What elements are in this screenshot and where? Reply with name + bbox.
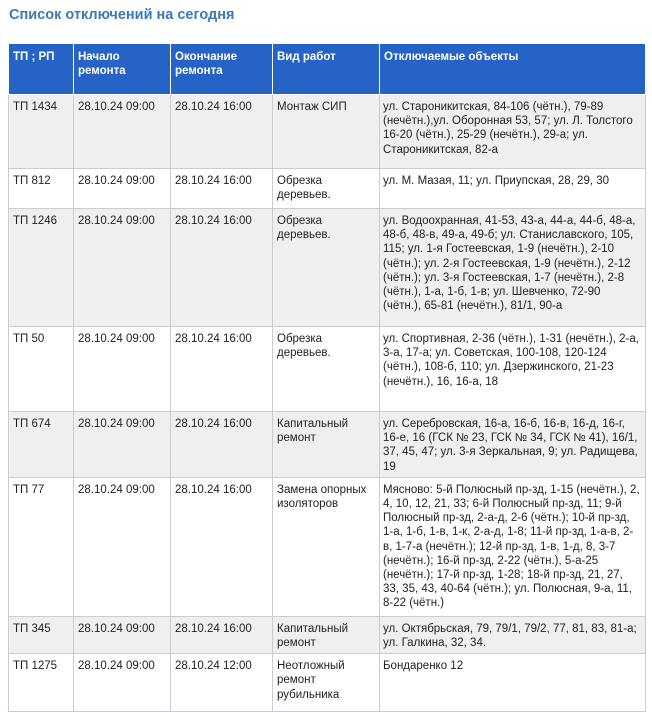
cell-work: Капитальный ремонт (273, 616, 380, 653)
column-header-start: Начало ремонта (74, 44, 171, 95)
cell-objects: Мясново: 5-й Полюсный пр-зд, 1-15 (нечётн.), 2, 4, 10, 12, 21, 33; 6-й Полюсный пр-зд, 11; 9-й Полюсный пр-зд, 2-а-д, 2-6 (чётн.); 10-й пр-зд, 1-а, 1-б, 1-в, 1-к, 2-а-д, 1-8; 11-й пр-зд, 1-а-в, 2-в, 1-7-а (нечётн.); 12-й пр-зд, 1-в, 1-д, 8, 3-7 (нечётн.); 16-й пр-зд, 2-22 (чётн.), 5-а-25 (нечётн.); 17-й пр-зд, 1-28; 18-й пр-зд, 21, 27, 33, 35, 43, 40-64 (чётн.); ул. Полюсная, 9-а, 11, 8-22 (чётн.) (380, 477, 646, 616)
column-header-objects: Отключаемые объекты (380, 44, 646, 95)
cell-objects: ул. Водоохранная, 41-53, 43-а, 44-а, 44-б, 48-а, 48-б, 48-в, 49-а, 49-б; ул. Станиславского, 105, 115; ул. 1-я Гостеевская, 1-9 (нечётн.), 2-10 (чётн.); ул. 2-я Гостеевская, 1-9 (нечётн.), 2-12 (чётн.); ул. 3-я Гостеевская, 1-7 (нечётн.), 2-8 (чётн.), 1-а, 1-б, 1-в; ул. Шевченко, 72-90 (чётн.), 65-81 (нечётн.), 81/1, 90-а (380, 209, 646, 327)
cell-end: 28.10.24 16:00 (171, 95, 273, 169)
cell-tp: ТП 345 (9, 616, 74, 653)
cell-objects: Бондаренко 12 (380, 654, 646, 712)
cell-work: Обрезка деревьев. (273, 169, 380, 209)
cell-work: Капитальный ремонт (273, 412, 380, 478)
cell-start: 28.10.24 09:00 (74, 654, 171, 712)
cell-tp: ТП 77 (9, 477, 74, 616)
table-row (9, 654, 646, 712)
cell-tp: ТП 674 (9, 412, 74, 478)
cell-end: 28.10.24 12:00 (171, 654, 273, 712)
table-row (9, 412, 646, 478)
table-row (9, 169, 646, 209)
cell-work: Обрезка деревьев. (273, 327, 380, 412)
cell-start: 28.10.24 09:00 (74, 209, 171, 327)
cell-objects: ул. Октябрьская, 79, 79/1, 79/2, 77, 81, 83, 81-а; ул. Галкина, 32, 34. (380, 616, 646, 653)
table-row (9, 616, 646, 653)
column-header-end: Окончание ремонта (171, 44, 273, 95)
cell-objects: ул. М. Мазая, 11; ул. Приупская, 28, 29, 30 (380, 169, 646, 209)
cell-end: 28.10.24 16:00 (171, 616, 273, 653)
cell-tp: ТП 812 (9, 169, 74, 209)
cell-end: 28.10.24 16:00 (171, 209, 273, 327)
table-header-row (9, 44, 646, 95)
table-row (9, 477, 646, 616)
table-row (9, 209, 646, 327)
cell-tp: ТП 50 (9, 327, 74, 412)
cell-start: 28.10.24 09:00 (74, 412, 171, 478)
cell-work: Обрезка деревьев. (273, 209, 380, 327)
cell-end: 28.10.24 16:00 (171, 169, 273, 209)
cell-start: 28.10.24 09:00 (74, 95, 171, 169)
cell-objects: ул. Спортивная, 2-36 (чётн.), 1-31 (нечётн.), 2-а, 3-а, 17-а; ул. Советская, 100-108, 120-124 (чётн.), 108-б, 110; ул. Дзержинского, 21-23 (нечётн.), 16, 16-а, 18 (380, 327, 646, 412)
cell-tp: ТП 1275 (9, 654, 74, 712)
cell-objects: ул. Серебровская, 16-а, 16-б, 16-в, 16-д, 16-г, 16-е, 16 (ГСК № 23, ГСК № 34, ГСК № 41), 16/1, 37, 45, 47; ул. 3-я Зеркальная, 9; ул. Радищева, 19 (380, 412, 646, 478)
column-header-tp: ТП ; РП (9, 44, 74, 95)
cell-end: 28.10.24 16:00 (171, 412, 273, 478)
cell-tp: ТП 1246 (9, 209, 74, 327)
table-row (9, 327, 646, 412)
cell-end: 28.10.24 16:00 (171, 477, 273, 616)
column-header-work: Вид работ (273, 44, 380, 95)
cell-end: 28.10.24 16:00 (171, 327, 273, 412)
cell-work: Замена опорных изоляторов (273, 477, 380, 616)
cell-tp: ТП 1434 (9, 95, 74, 169)
cell-start: 28.10.24 09:00 (74, 477, 171, 616)
outages-table (8, 43, 646, 712)
table-row (9, 95, 646, 169)
cell-work: Неотложный ремонт рубильника (273, 654, 380, 712)
cell-start: 28.10.24 09:00 (74, 169, 171, 209)
cell-start: 28.10.24 09:00 (74, 616, 171, 653)
page-title: Список отключений на сегодня (9, 7, 235, 23)
cell-objects: ул. Староникитская, 84-106 (чётн.), 79-89 (нечётн.),ул. Оборонная 53, 57; ул. Л. Толстого 16-20 (чётн.), 25-29 (нечётн.), 29-а; ул. Староникитская, 82-а (380, 95, 646, 169)
cell-start: 28.10.24 09:00 (74, 327, 171, 412)
cell-work: Монтаж СИП (273, 95, 380, 169)
